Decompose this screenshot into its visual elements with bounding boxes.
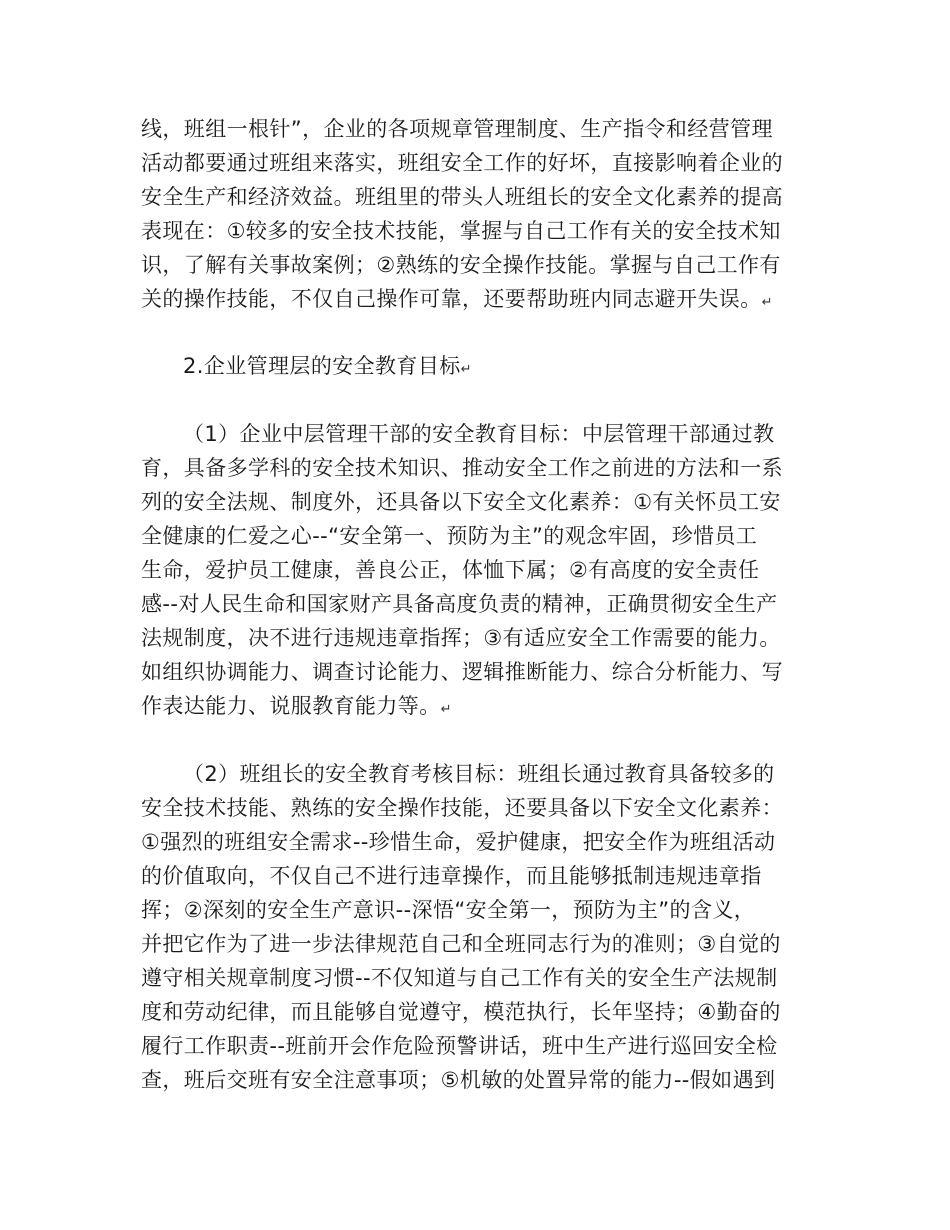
paragraph-mark: ↵ (761, 295, 773, 310)
paragraph-1-line-3: 安全生产和经济效益。班组里的带头人班组长的安全文化素养的提高 (141, 185, 783, 209)
paragraph-4-line-5: 挥；②深刻的安全生产意识--深悟“安全第一，预防为主”的含义， (141, 898, 756, 922)
paragraph-mark: ↵ (440, 702, 452, 717)
paragraph-4-line-4: 的价值取向，不仅自己不进行违章操作，而且能够抵制违规违章指 (141, 864, 762, 888)
paragraph-3-line-2: 育，具备多学科的安全技术知识、推动安全工作之前进的方法和一系 (141, 456, 783, 480)
paragraph-1-line-5: 识，了解有关事故案例；②熟练的安全操作技能。掌握与自己工作有 (141, 253, 781, 277)
paragraph-mark: ↵ (460, 362, 472, 377)
paragraph-1-line-1: 线，班组一根针”，企业的各项规章管理制度、生产指令和经营管理 (141, 117, 773, 141)
paragraph-3-line-6: 感--对人民生命和国家财产具备高度负责的精神，正确贯彻安全生产 (141, 592, 778, 616)
paragraph-4-line-1: （2）班组长的安全教育考核目标：班组长通过教育具备较多的 (183, 762, 775, 786)
paragraph-1-line-6 (141, 286, 773, 316)
paragraph-3-line-7: 法规制度，决不进行违规违章指挥；③有适应安全工作需要的能力。 (141, 626, 781, 650)
section-heading (183, 353, 472, 383)
paragraph-3-line-5: 生命，爱护员工健康，善良公正，体恤下属；②有高度的安全责任 (141, 558, 760, 582)
paragraph-3-line-8: 如组织协调能力、调查讨论能力、逻辑推断能力、综合分析能力、写 (141, 660, 783, 684)
paragraph-4-line-6: 并把它作为了进一步法律规范自己和全班同志行为的准则；③自觉的 (141, 932, 781, 956)
paragraph-1-line-2: 活动都要通过班组来落实，班组安全工作的好坏，直接影响着企业的 (141, 151, 783, 175)
paragraph-4-line-3: ①强烈的班组安全需求--珍惜生命，爱护健康，把安全作为班组活动 (141, 830, 776, 854)
paragraph-4-line-9: 履行工作职责--班前开会作危险预警讲话，班中生产进行巡回安全检 (141, 1034, 778, 1058)
section-heading-text: 2.企业管理层的安全教育目标 (183, 354, 461, 378)
paragraph-1-line-4: 表现在：①较多的安全技术技能，掌握与自己工作有关的安全技术知 (141, 219, 781, 243)
paragraph-4-line-10: 查，班后交班有安全注意事项；⑤机敏的处置异常的能力--假如遇到 (141, 1068, 776, 1092)
paragraph-3-line-4: 全健康的仁爱之心--“安全第一、预防为主”的观念牢固，珍惜员工 (141, 524, 758, 548)
paragraph-3-line-3: 列的安全法规、制度外，还具备以下安全文化素养：①有关怀员工安 (141, 490, 781, 514)
paragraph-4-line-2: 安全技术技能、熟练的安全操作技能，还要具备以下安全文化素养： (141, 796, 783, 820)
paragraph-3-line-9 (141, 693, 452, 723)
paragraph-1-line-6-text: 关的操作技能，不仅自己操作可靠，还要帮助班内同志避开失误。 (141, 287, 762, 311)
paragraph-4-line-8: 度和劳动纪律，而且能够自觉遵守，模范执行，长年坚持；④勤奋的 (141, 1000, 781, 1024)
paragraph-3-line-1: （1）企业中层管理干部的安全教育目标：中层管理干部通过教 (183, 422, 775, 446)
paragraph-4-line-7: 遵守相关规章制度习惯--不仅知道与自己工作有关的安全生产法规制 (141, 966, 778, 990)
paragraph-3-line-9-text: 作表达能力、说服教育能力等。 (141, 694, 441, 718)
